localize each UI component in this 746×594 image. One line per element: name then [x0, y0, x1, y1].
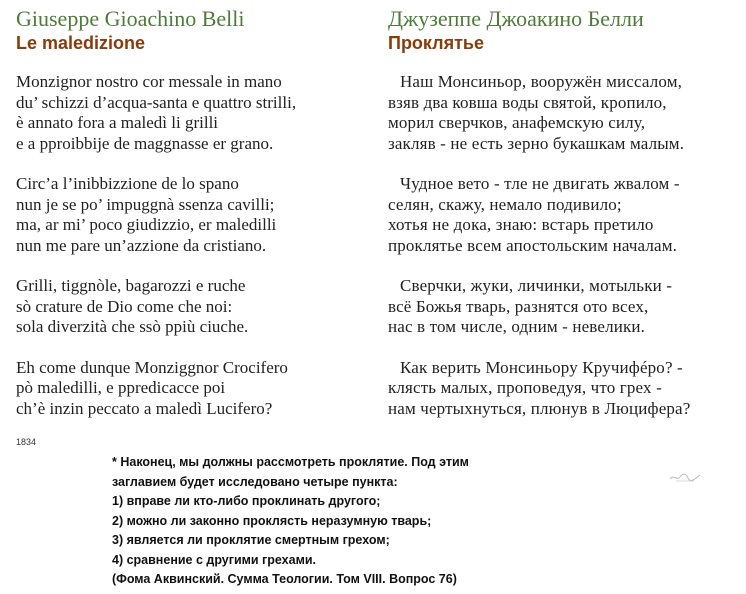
- poem-line: морил сверчков, анафемскую силу,: [388, 113, 646, 132]
- poem-line: sò crature de Dio come che noi:: [16, 296, 233, 316]
- poem-line: Eh come dunque Monziggnor Crocifero: [16, 357, 288, 377]
- poem-line: Circ’a l’inibbizzione de lo spano: [16, 174, 239, 193]
- poem-line: Monzignor nostro cor messale in mano: [16, 72, 282, 91]
- poem-line: всё Божья тварь, разнятся ото всех,: [388, 296, 649, 316]
- poem-line: закляв - не есть зерно букашкам малым.: [388, 133, 685, 153]
- poem-line: ch’è inzin peccato a maledì Lucifero?: [16, 398, 273, 418]
- italian-stanza-1: [16, 72, 376, 154]
- poem-line: du’ schizzi d’acqua-santa e quattro strilli,: [16, 92, 297, 112]
- footnote-line: * Наконец, мы должны рассмотреть проклятие. Под этим: [112, 455, 469, 469]
- footnote-line: 4) сравнение с другими грехами.: [112, 552, 316, 567]
- footnote-line: заглавием будет исследовано четыре пункта:: [112, 474, 398, 489]
- poem-line: хотья не дока, знаю: встарь претило: [388, 215, 654, 234]
- poem-line: нам чертыхнуться, плюнув в Люцифера?: [388, 398, 691, 418]
- poem-line: проклятье всем апостольским началам.: [388, 235, 678, 255]
- poem-line: Сверчки, жуки, личинки, мотыльки -: [400, 276, 673, 295]
- footnote-line: (Фома Аквинский. Сумма Теологии. Том VIII. Вопрос 76): [112, 572, 457, 586]
- poem-line: взяв два ковша воды святой, кропило,: [388, 92, 667, 112]
- italian-stanza-2: [16, 174, 376, 256]
- italian-poem: [16, 72, 376, 419]
- russian-column: [388, 0, 740, 439]
- russian-author: Джузеппе Джоакино Белли: [388, 6, 644, 31]
- poem-line: Наш Монсиньор, вооружён миссалом,: [400, 72, 683, 91]
- poem-line: селян, скажу, немало подивило;: [388, 194, 622, 214]
- footnote-line: 1) вправе ли кто-либо проклинать другого;: [112, 494, 381, 508]
- russian-title: Проклятье: [388, 33, 484, 53]
- signature-scribble-icon: [668, 470, 702, 484]
- poem-line: pò maledilli, e ppredicacce poi: [16, 378, 226, 397]
- poem-line: sola diverzità che ssò ppiù ciuche.: [16, 317, 249, 336]
- poem-line: nun me pare un’azzione da cristiano.: [16, 235, 267, 255]
- poem-line: нас в том числе, одним - невелики.: [388, 317, 646, 336]
- russian-stanza-1: [388, 72, 740, 154]
- russian-stanza-2: [388, 174, 740, 256]
- poem-line: nun je se po’ impuggnà ssenza cavilli;: [16, 194, 275, 214]
- poem-line: e a pproibbije de maggnasse er grano.: [16, 133, 274, 153]
- russian-stanza-4: [388, 358, 740, 420]
- poem-line: Grilli, tiggnòle, bagarozzi e ruche: [16, 276, 246, 295]
- italian-title: Le maledizione: [16, 33, 146, 53]
- footnote: [112, 453, 469, 590]
- italian-column: [16, 0, 376, 439]
- italian-stanza-3: [16, 276, 376, 338]
- italian-author: Giuseppe Gioachino Belli: [16, 6, 245, 31]
- russian-poem: [388, 72, 740, 419]
- russian-stanza-3: [388, 276, 740, 338]
- poem-line: ma, ar mi’ poco giudizzio, er maledilli: [16, 215, 277, 234]
- poem-year: 1834: [16, 437, 37, 447]
- poem-line: клясть малых, проповедуя, что грех -: [388, 378, 662, 397]
- footnote-line: 3) является ли проклятие смертным грехом;: [112, 533, 390, 547]
- italian-stanza-4: [16, 358, 376, 420]
- poem-line: Как верить Монсиньору Кручифéро? -: [400, 357, 683, 377]
- poem-line: è annato fora a maledì li grilli: [16, 113, 219, 132]
- poem-line: Чудное вето - тле не двигать жвалом -: [400, 174, 680, 193]
- footnote-line: 2) можно ли законно проклясть неразумную тварь;: [112, 513, 432, 528]
